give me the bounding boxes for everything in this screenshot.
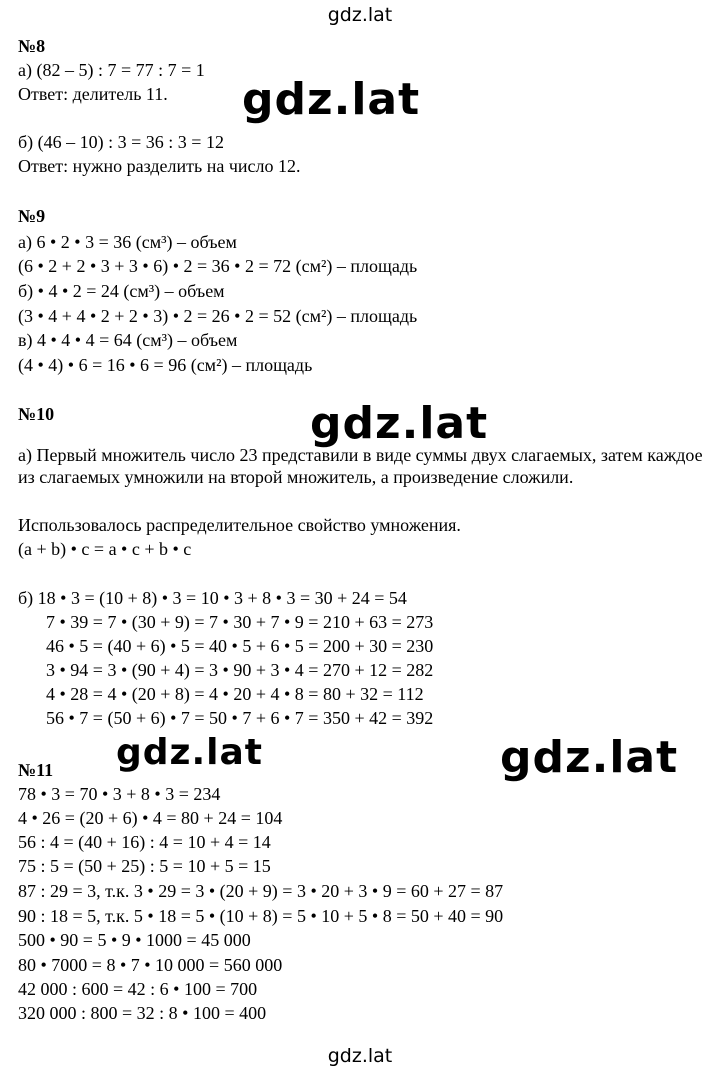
task-8-heading: №8 xyxy=(18,36,46,56)
task-11-line: 80 • 7000 = 8 • 7 • 10 000 = 560 000 xyxy=(18,955,283,975)
watermark-overlay: gdz.lat xyxy=(310,398,489,449)
task-10-formula: (a + b) • c = a • c + b • c xyxy=(18,539,192,559)
watermark-top: gdz.lat xyxy=(327,4,393,26)
task-10-line: б) 18 • 3 = (10 + 8) • 3 = 10 • 3 + 8 • 3 = 30 + 24 = 54 xyxy=(18,588,407,608)
task-11-line: 90 : 18 = 5, т.к. 5 • 18 = 5 • (10 + 8) = 5 • 10 + 5 • 8 = 50 + 40 = 90 xyxy=(18,906,504,926)
task-10-line: 3 • 94 = 3 • (90 + 4) = 3 • 90 + 3 • 4 = 270 + 12 = 282 xyxy=(46,660,434,680)
task-9-line: (6 • 2 + 2 • 3 + 3 • 6) • 2 = 36 • 2 = 72 (см²) – площадь xyxy=(18,256,418,276)
task-10-line: 4 • 28 = 4 • (20 + 8) = 4 • 20 + 4 • 8 = 80 + 32 = 112 xyxy=(46,684,424,704)
task-8-answer-b: Ответ: нужно разделить на число 12. xyxy=(18,156,301,176)
task-9-heading: №9 xyxy=(18,206,46,226)
task-8-line-b: б) (46 – 10) : 3 = 36 : 3 = 12 xyxy=(18,132,224,152)
watermark-overlay: gdz.lat xyxy=(116,732,264,773)
task-11-line: 87 : 29 = 3, т.к. 3 • 29 = 3 • (20 + 9) = 3 • 20 + 3 • 9 = 60 + 27 = 87 xyxy=(18,881,504,901)
task-8-answer-a: Ответ: делитель 11. xyxy=(18,84,168,104)
task-10-explanation: а) Первый множитель число 23 представили в виде суммы двух слагаемых, затем каждое из слагаемых умножили на второй множитель, а произведение сложили. xyxy=(18,445,703,487)
task-9-line: (3 • 4 + 4 • 2 + 2 • 3) • 2 = 26 • 2 = 52 (см²) – площадь xyxy=(18,306,418,326)
task-11-heading: №11 xyxy=(18,760,54,780)
task-11-line: 4 • 26 = (20 + 6) • 4 = 80 + 24 = 104 xyxy=(18,808,283,828)
task-10-line: 56 • 7 = (50 + 6) • 7 = 50 • 7 + 6 • 7 = 350 + 42 = 392 xyxy=(46,708,434,728)
task-10-heading: №10 xyxy=(18,404,55,424)
task-9-line: а) 6 • 2 • 3 = 36 (см³) – объем xyxy=(18,232,237,252)
task-11-line: 42 000 : 600 = 42 : 6 • 100 = 700 xyxy=(18,979,258,999)
watermark-overlay: gdz.lat xyxy=(500,732,679,783)
watermark-bottom: gdz.lat xyxy=(327,1045,393,1067)
task-9-line: (4 • 4) • 6 = 16 • 6 = 96 (см²) – площадь xyxy=(18,355,313,375)
task-9-line: б) • 4 • 2 = 24 (см³) – объем xyxy=(18,281,225,301)
task-10-line: 46 • 5 = (40 + 6) • 5 = 40 • 5 + 6 • 5 = 200 + 30 = 230 xyxy=(46,636,434,656)
task-8-line-a: а) (82 – 5) : 7 = 77 : 7 = 1 xyxy=(18,60,205,80)
task-11-line: 500 • 90 = 5 • 9 • 1000 = 45 000 xyxy=(18,930,251,950)
watermark-overlay: gdz.lat xyxy=(242,74,421,125)
task-10-line: 7 • 39 = 7 • (30 + 9) = 7 • 30 + 7 • 9 = 210 + 63 = 273 xyxy=(46,612,434,632)
task-11-line: 78 • 3 = 70 • 3 + 8 • 3 = 234 xyxy=(18,784,221,804)
task-11-line: 56 : 4 = (40 + 16) : 4 = 10 + 4 = 14 xyxy=(18,832,271,852)
task-9-line: в) 4 • 4 • 4 = 64 (см³) – объем xyxy=(18,330,238,350)
task-10-line: Использовалось распределительное свойство умножения. xyxy=(18,515,461,535)
task-11-line: 75 : 5 = (50 + 25) : 5 = 10 + 5 = 15 xyxy=(18,856,271,876)
task-11-line: 320 000 : 800 = 32 : 8 • 100 = 400 xyxy=(18,1003,267,1023)
